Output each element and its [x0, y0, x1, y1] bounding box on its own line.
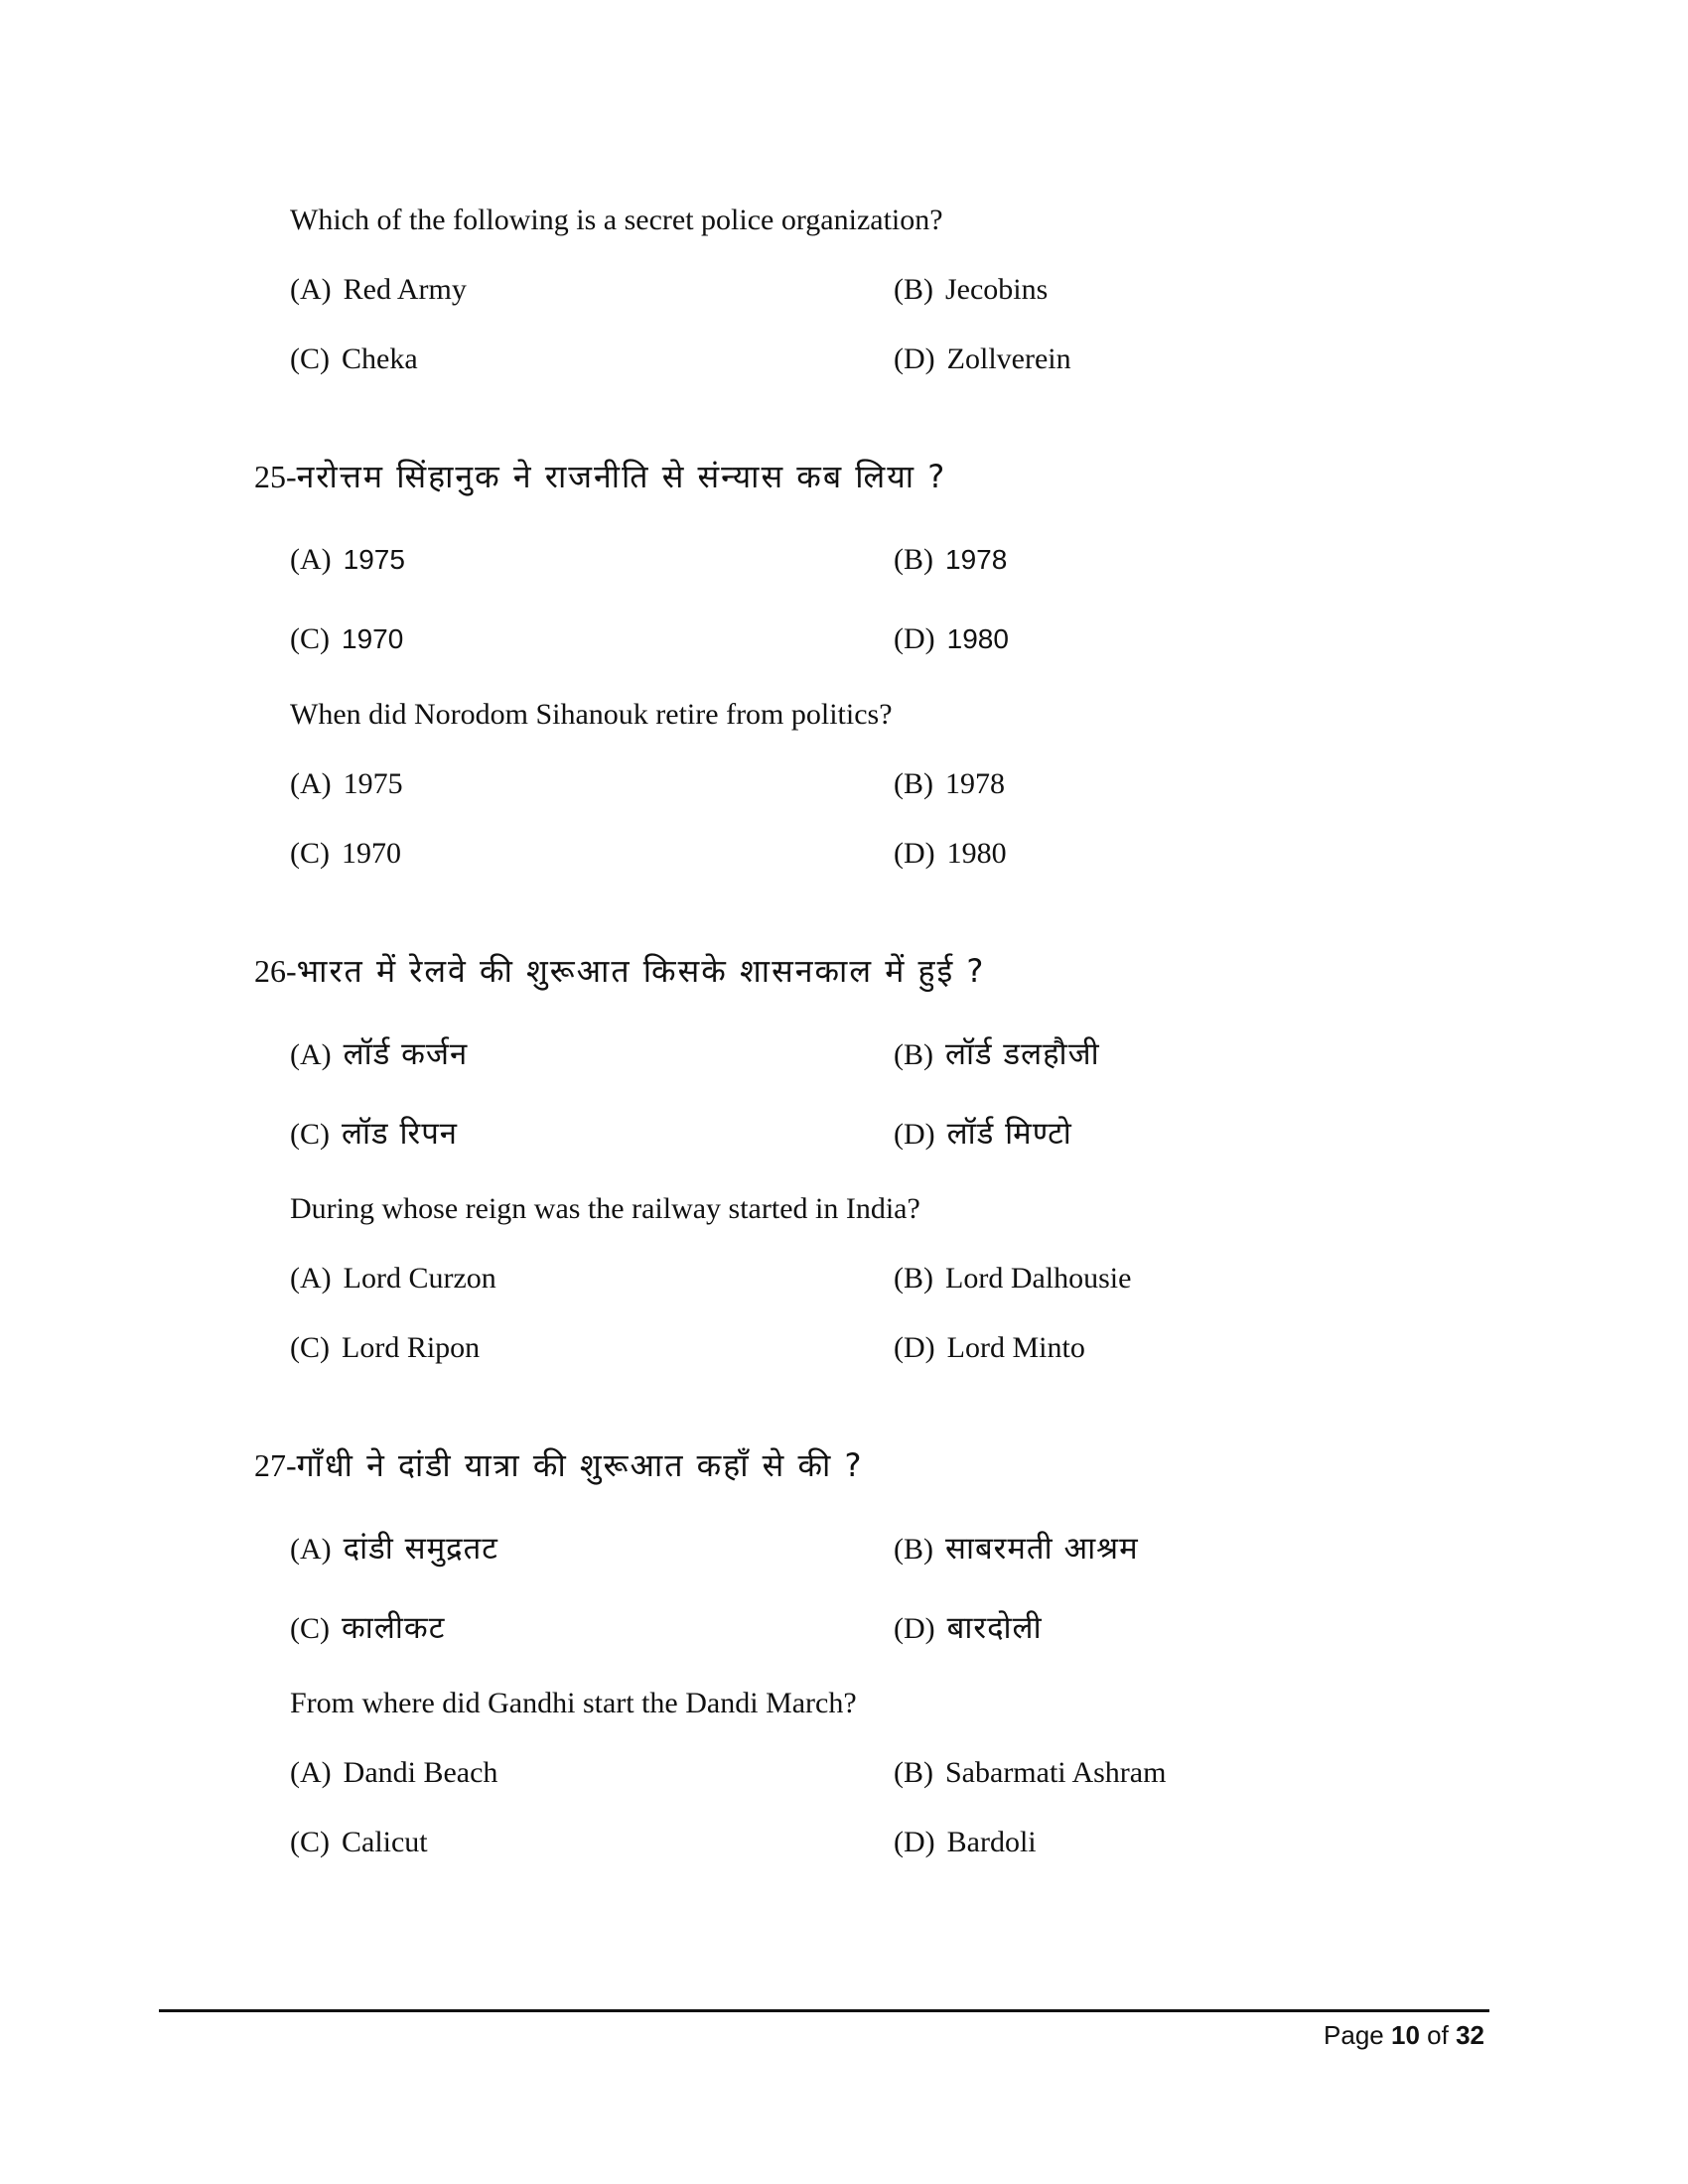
option-label: (D)	[894, 1826, 935, 1858]
option-text: लॉड रिपन	[342, 1116, 459, 1152]
option-label: (B)	[894, 273, 933, 306]
option-text: Lord Minto	[946, 1331, 1085, 1364]
q26-hi-option-a	[290, 1036, 468, 1073]
option-text: Lord Ripon	[342, 1331, 481, 1364]
option-label: (C)	[290, 342, 330, 375]
option-label: (D)	[894, 1612, 935, 1645]
footer-divider	[159, 2009, 1489, 2012]
question-text: भारत में रेलवे की शुरूआत किसके शासनकाल में हुई ?	[296, 952, 986, 990]
page-total: 32	[1456, 2020, 1484, 2050]
option-text: 1970	[342, 837, 401, 870]
option-text: 1975	[343, 767, 403, 800]
q25-en-question: When did Norodom Sihanouk retire from politics?	[290, 698, 893, 731]
option-label: (C)	[290, 1118, 330, 1151]
option-text: दांडी समुद्रतट	[343, 1531, 498, 1567]
question-number: 25-	[254, 459, 297, 494]
option-label: (B)	[894, 1038, 933, 1071]
q25-hi-question	[254, 459, 946, 494]
page-current: 10	[1391, 2020, 1420, 2050]
q26-hi-option-c	[290, 1116, 458, 1153]
question-text: गाँधी ने दांडी यात्रा की शुरूआत कहाँ से की ?	[296, 1446, 864, 1484]
q24-en-option-b	[894, 272, 1048, 308]
option-label: (A)	[290, 1262, 332, 1295]
q24-en-option-d	[894, 341, 1071, 377]
question-number: 27-	[254, 1447, 297, 1483]
option-text: कालीकट	[342, 1610, 446, 1646]
option-label: (D)	[894, 622, 935, 655]
option-text: लॉर्ड कर्जन	[343, 1036, 469, 1072]
q27-en-option-c	[290, 1825, 428, 1860]
option-text: Calicut	[342, 1826, 428, 1858]
option-label: (C)	[290, 622, 330, 655]
option-text: लॉर्ड डलहौजी	[945, 1036, 1100, 1072]
q25-hi-option-d	[894, 621, 1009, 657]
option-label: (A)	[290, 273, 332, 306]
q26-en-option-b	[894, 1261, 1131, 1297]
q27-hi-option-a	[290, 1531, 498, 1568]
option-text: Red Army	[343, 273, 467, 306]
q26-en-option-d	[894, 1330, 1085, 1366]
option-label: (D)	[894, 1331, 935, 1364]
option-text: साबरमती आश्रम	[945, 1531, 1139, 1567]
q27-en-option-a	[290, 1755, 497, 1791]
option-text: Sabarmati Ashram	[945, 1756, 1167, 1789]
option-label: (A)	[290, 543, 332, 576]
option-label: (B)	[894, 1756, 933, 1789]
q25-en-option-c	[290, 836, 401, 872]
option-text: 1970	[342, 623, 404, 654]
q27-hi-question	[254, 1447, 864, 1483]
option-label: (D)	[894, 1118, 935, 1151]
q24-en-question: Which of the following is a secret police organization?	[290, 204, 943, 236]
q26-en-question: During whose reign was the railway started in India?	[290, 1192, 920, 1225]
option-label: (C)	[290, 1331, 330, 1364]
q26-hi-question	[254, 953, 985, 989]
option-text: Lord Curzon	[343, 1262, 496, 1295]
option-text: Lord Dalhousie	[945, 1262, 1132, 1295]
option-text: लॉर्ड मिण्टो	[946, 1116, 1072, 1152]
option-text: 1978	[945, 767, 1005, 800]
option-label: (A)	[290, 1038, 332, 1071]
option-label: (A)	[290, 1533, 332, 1566]
option-text: Zollverein	[946, 342, 1071, 375]
option-text: 1978	[945, 544, 1008, 575]
q27-hi-option-c	[290, 1610, 445, 1647]
q25-en-option-a	[290, 766, 403, 802]
q27-hi-option-d	[894, 1610, 1043, 1647]
q25-hi-option-b	[894, 542, 1007, 578]
option-label: (A)	[290, 767, 332, 800]
option-label: (D)	[894, 837, 935, 870]
option-text: Cheka	[342, 342, 418, 375]
option-label: (B)	[894, 767, 933, 800]
q26-hi-option-b	[894, 1036, 1100, 1073]
q27-en-option-b	[894, 1755, 1166, 1791]
option-label: (A)	[290, 1756, 332, 1789]
option-label: (C)	[290, 1612, 330, 1645]
q26-en-option-c	[290, 1330, 480, 1366]
q26-en-option-a	[290, 1261, 496, 1297]
q25-hi-option-a	[290, 542, 405, 578]
q25-en-option-b	[894, 766, 1005, 802]
option-label: (B)	[894, 1533, 933, 1566]
page-word: Page	[1324, 2020, 1384, 2050]
option-label: (C)	[290, 1826, 330, 1858]
option-text: Bardoli	[946, 1826, 1037, 1858]
option-text: Jecobins	[945, 273, 1049, 306]
option-text: 1980	[946, 623, 1009, 654]
q24-en-option-a	[290, 272, 467, 308]
q25-en-option-d	[894, 836, 1007, 872]
of-word: of	[1427, 2020, 1449, 2050]
option-text: 1975	[343, 544, 405, 575]
option-text: बारदोली	[946, 1610, 1043, 1646]
option-label: (B)	[894, 543, 933, 576]
option-label: (C)	[290, 837, 330, 870]
option-label: (B)	[894, 1262, 933, 1295]
option-text: 1980	[946, 837, 1007, 870]
option-text: Dandi Beach	[343, 1756, 498, 1789]
question-number: 26-	[254, 953, 297, 989]
q25-hi-option-c	[290, 621, 403, 657]
page-number	[1324, 2019, 1484, 2051]
q24-en-option-c	[290, 341, 418, 377]
question-text: नरोत्तम सिंहानुक ने राजनीति से संन्यास कब लिया ?	[296, 458, 947, 495]
q27-en-option-d	[894, 1825, 1037, 1860]
q26-hi-option-d	[894, 1116, 1072, 1153]
q27-en-question: From where did Gandhi start the Dandi March?	[290, 1687, 857, 1719]
q27-hi-option-b	[894, 1531, 1139, 1568]
option-label: (D)	[894, 342, 935, 375]
